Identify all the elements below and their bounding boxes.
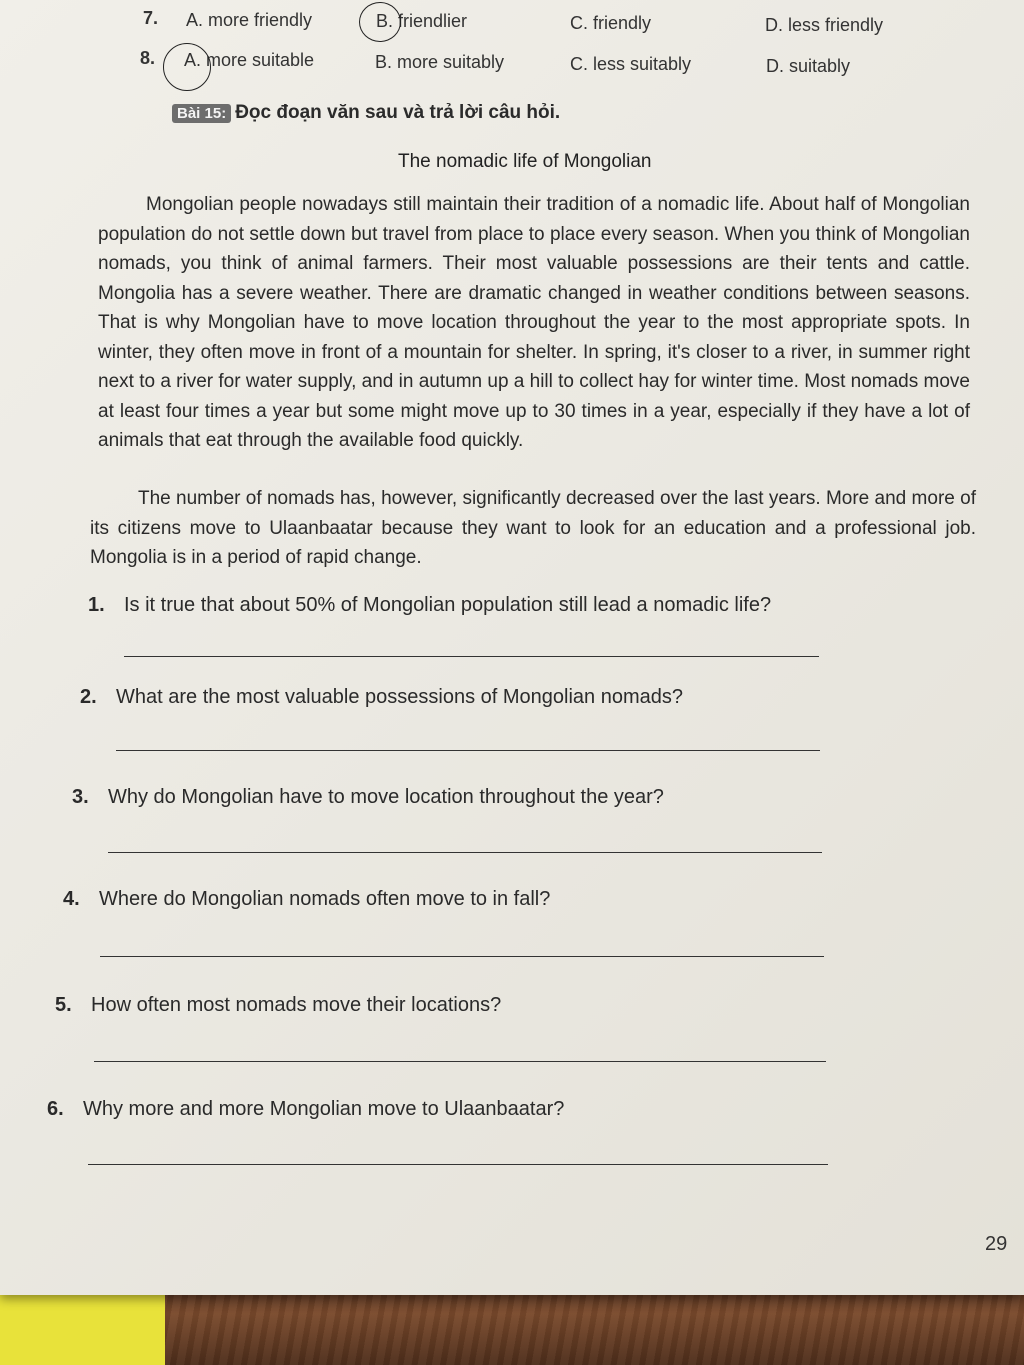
mc-option-b: B. more suitably: [375, 52, 505, 72]
answer-circle: [163, 43, 211, 91]
mc-option-a: A. more suitable: [184, 50, 315, 70]
exercise-badge: Bài 15:: [172, 104, 231, 123]
question-1: [88, 594, 771, 617]
exercise-instruction: Đọc đoạn văn sau và trả lời câu hỏi.: [235, 102, 561, 123]
answer-line: [88, 1164, 828, 1165]
question-5: [55, 994, 501, 1017]
answer-line: [94, 1061, 826, 1062]
mc-option-b: B. friendlier: [376, 11, 468, 31]
question-2: [80, 686, 683, 709]
sticky-note: [0, 1292, 165, 1365]
question-text: Why do Mongolian have to move location throughout the year?: [108, 786, 664, 808]
page-number: 29: [985, 1233, 1008, 1255]
answer-line: [124, 656, 819, 657]
answer-line: [116, 750, 820, 751]
mc-number: 7.: [143, 8, 159, 28]
mc-option-a: A. more friendly: [186, 10, 313, 30]
question-number: 6.: [47, 1098, 64, 1120]
question-4: [63, 888, 550, 911]
mc-option-d: D. suitably: [766, 56, 851, 76]
mc-option-c: C. less suitably: [570, 54, 692, 74]
mc-option-d: D. less friendly: [765, 15, 884, 35]
question-number: 3.: [72, 786, 89, 808]
passage-title: The nomadic life of Mongolian: [398, 151, 652, 172]
question-text: Why more and more Mongolian move to Ulaanbaatar?: [83, 1098, 565, 1120]
passage-paragraph-2: The number of nomads has, however, significantly decreased over the last years. More and more of its citizens move to Ulaanbaatar because they want to look for an education and a professional job. Mongolia is in a period of rapid change.: [90, 488, 976, 568]
question-text: What are the most valuable possessions of Mongolian nomads?: [116, 686, 683, 708]
mc-option-c: C. friendly: [570, 13, 652, 33]
question-number: 1.: [88, 594, 105, 616]
question-number: 2.: [80, 686, 97, 708]
answer-circle: [359, 2, 401, 42]
mc-number: 8.: [140, 48, 156, 68]
question-text: How often most nomads move their locations?: [91, 994, 502, 1016]
question-text: Where do Mongolian nomads often move to in fall?: [99, 888, 551, 910]
question-number: 4.: [63, 888, 80, 910]
passage-paragraph-1: Mongolian people nowadays still maintain their tradition of a nomadic life. About half of Mongolian population do not settle down but travel from place to place every season. When you think of Mongolian nomads, you think of animal farmers. Their most valuable possessions are their tents and cattle. Mongolia has a severe weather. There are dramatic changed in weather conditions between seasons. That is why Mongolian have to move location throughout the year to the most appropriate spots. In winter, they often move in front of a mountain for shelter. In spring, it's closer to a river, in summer right next to a river for water supply, and in autumn up a hill to collect hay for winter time. Most nomads move at least four times a year but some might move up to 30 times in a year, especially if they have a lot of animals that eat through the available food quickly.: [98, 194, 970, 451]
question-3: [72, 786, 664, 809]
question-6: [47, 1098, 564, 1121]
answer-line: [100, 956, 824, 957]
answer-line: [108, 852, 822, 853]
question-number: 5.: [55, 994, 72, 1016]
exercise-heading: [172, 102, 560, 124]
question-text: Is it true that about 50% of Mongolian population still lead a nomadic life?: [124, 594, 772, 616]
